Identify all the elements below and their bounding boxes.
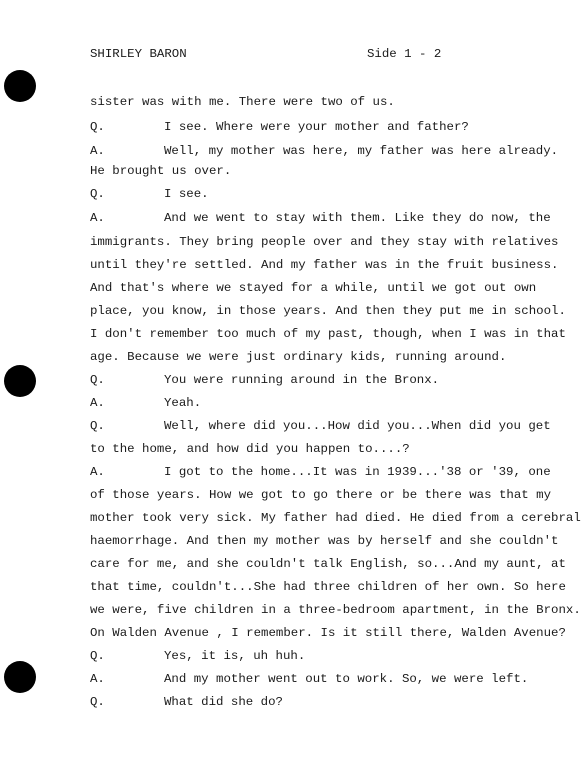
transcript-line bbox=[90, 649, 305, 664]
transcript-line bbox=[90, 373, 439, 388]
line-text: Yeah. bbox=[164, 396, 202, 410]
speaker-label: A. bbox=[90, 672, 105, 686]
speaker-label: Q. bbox=[90, 419, 105, 433]
transcript-line bbox=[90, 580, 566, 595]
transcript-line bbox=[90, 281, 536, 296]
punch-hole bbox=[4, 70, 36, 102]
line-text: I see. Where were your mother and father? bbox=[164, 120, 469, 134]
speaker-label: Q. bbox=[90, 373, 105, 387]
transcript-line bbox=[90, 695, 283, 710]
transcript-line bbox=[90, 350, 506, 365]
speaker-label: Q. bbox=[90, 649, 105, 663]
line-text: Well, where did you...How did you...When did you get bbox=[164, 419, 551, 433]
transcript-line bbox=[90, 557, 566, 572]
line-text: mother took very sick. My father had died. He died from a cerebral bbox=[90, 511, 581, 525]
transcript-line bbox=[90, 258, 558, 273]
line-text: immigrants. They bring people over and they stay with relatives bbox=[90, 235, 559, 249]
line-text: You were running around in the Bronx. bbox=[164, 373, 440, 387]
transcript-line bbox=[90, 465, 551, 480]
line-text: to the home, and how did you happen to....? bbox=[90, 442, 410, 456]
transcript-line bbox=[90, 511, 581, 526]
speaker-label: A. bbox=[90, 465, 105, 479]
line-text: On Walden Avenue , I remember. Is it still there, Walden Avenue? bbox=[90, 626, 566, 640]
line-text: until they're settled. And my father was in the fruit business. bbox=[90, 258, 559, 272]
punch-hole bbox=[4, 661, 36, 693]
punch-hole bbox=[4, 365, 36, 397]
line-text: And that's where we stayed for a while, until we got out own bbox=[90, 281, 537, 295]
speaker-label: Q. bbox=[90, 695, 105, 709]
line-text: I got to the home...It was in 1939...'38 or '39, one bbox=[164, 465, 551, 479]
speaker-label: A. bbox=[90, 144, 105, 158]
line-text: He brought us over. bbox=[90, 164, 232, 178]
line-text: we were, five children in a three-bedroom apartment, in the Bronx. bbox=[90, 603, 581, 617]
transcript-line bbox=[90, 95, 395, 110]
speaker-label: A. bbox=[90, 396, 105, 410]
transcript-line bbox=[90, 419, 551, 434]
line-text: And my mother went out to work. So, we were left. bbox=[164, 672, 529, 686]
line-text: care for me, and she couldn't talk English, so...And my aunt, at bbox=[90, 557, 566, 571]
transcript-line bbox=[90, 304, 566, 319]
transcript-line bbox=[90, 603, 581, 618]
interviewee-name: SHIRLEY BARON bbox=[90, 47, 187, 61]
transcript-line bbox=[90, 534, 558, 549]
line-text: age. Because we were just ordinary kids, running around. bbox=[90, 350, 507, 364]
line-text: And we went to stay with them. Like they do now, the bbox=[164, 211, 551, 225]
speaker-label: A. bbox=[90, 211, 105, 225]
line-text: I don't remember too much of my past, though, when I was in that bbox=[90, 327, 566, 341]
transcript-line bbox=[90, 327, 566, 342]
transcript-line bbox=[90, 488, 551, 503]
speaker-label: Q. bbox=[90, 187, 105, 201]
line-text: place, you know, in those years. And then they put me in school. bbox=[90, 304, 566, 318]
line-text: that time, couldn't...She had three children of her own. So here bbox=[90, 580, 566, 594]
transcript-line bbox=[90, 442, 410, 457]
line-text: of those years. How we got to go there or be there was that my bbox=[90, 488, 552, 502]
line-text: sister was with me. There were two of us. bbox=[90, 95, 395, 109]
line-text: What did she do? bbox=[164, 695, 283, 709]
transcript-line bbox=[90, 396, 201, 411]
transcript-line bbox=[90, 626, 566, 641]
transcript-line bbox=[90, 672, 528, 687]
line-text: I see. bbox=[164, 187, 209, 201]
line-text: haemorrhage. And then my mother was by herself and she couldn't bbox=[90, 534, 559, 548]
transcript-line bbox=[90, 144, 558, 159]
transcript-line bbox=[90, 211, 551, 226]
transcript-line bbox=[90, 164, 231, 179]
transcript-line bbox=[90, 120, 469, 135]
line-text: Yes, it is, uh huh. bbox=[164, 649, 306, 663]
speaker-label: Q. bbox=[90, 120, 105, 134]
transcript-line bbox=[90, 187, 209, 202]
line-text: Well, my mother was here, my father was here already. bbox=[164, 144, 559, 158]
transcript-line bbox=[90, 235, 558, 250]
side-page-label: Side 1 - 2 bbox=[367, 47, 442, 61]
